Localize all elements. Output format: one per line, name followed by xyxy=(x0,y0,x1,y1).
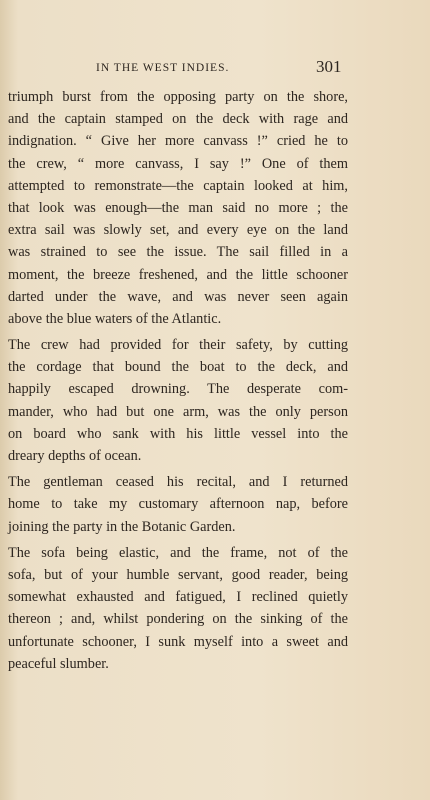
text-line: peaceful slumber. xyxy=(8,655,109,672)
text-line: thereon ; and, whilst pondering on the sinking of the xyxy=(8,611,348,628)
page-number: 301 xyxy=(316,57,342,76)
running-title: IN THE WEST INDIES. xyxy=(96,62,230,74)
paragraph-4 xyxy=(8,542,348,675)
text-line: above the blue waters of the Atlantic. xyxy=(8,310,222,327)
paragraph-3 xyxy=(8,471,348,538)
text-line: triumph burst from the opposing party on the shore, xyxy=(8,89,348,105)
text-line: moment, the breeze freshened, and the little schooner xyxy=(8,266,348,283)
text-line: sofa, but of your humble servant, good reader, being xyxy=(8,566,348,583)
text-line: the cordage that bound the boat to the deck, and xyxy=(8,359,348,376)
body-text xyxy=(8,86,348,679)
text-line: home to take my customary afternoon nap, before xyxy=(8,496,348,513)
text-line: that look was enough—the man said no more ; the xyxy=(8,199,348,216)
text-line: The sofa being elastic, and the frame, not of the xyxy=(8,544,348,561)
paragraph-2 xyxy=(8,334,348,467)
text-line: was strained to see the issue. The sail filled in a xyxy=(8,244,348,261)
text-line: on board who sank with his little vessel into the xyxy=(8,425,348,442)
text-line: dreary depths of ocean. xyxy=(8,448,142,464)
text-line: somewhat exhausted and fatigued, I reclined quietly xyxy=(8,589,348,606)
paragraph-1 xyxy=(8,86,348,330)
text-line: mander, who had but one arm, was the only person xyxy=(8,403,348,420)
text-line: indignation. “ Give her more canvass !” cried he to xyxy=(8,133,348,150)
text-line: the crew, “ more canvass, I say !” One of them xyxy=(8,155,348,172)
text-line: attempted to remonstrate—the captain looked at him, xyxy=(8,177,348,194)
text-line: unfortunate schooner, I sunk myself into a sweet and xyxy=(8,633,348,650)
text-line: The crew had provided for their safety, by cutting xyxy=(8,337,348,354)
text-line: happily escaped drowning. The desperate com- xyxy=(8,381,348,398)
text-line: extra sail was slowly set, and every eye on the land xyxy=(8,222,348,239)
text-line: The gentleman ceased his recital, and I returned xyxy=(8,474,348,491)
text-line: and the captain stamped on the deck with rage and xyxy=(8,111,348,128)
text-line: joining the party in the Botanic Garden. xyxy=(8,518,236,535)
text-line: darted under the wave, and was never seen again xyxy=(8,288,348,305)
